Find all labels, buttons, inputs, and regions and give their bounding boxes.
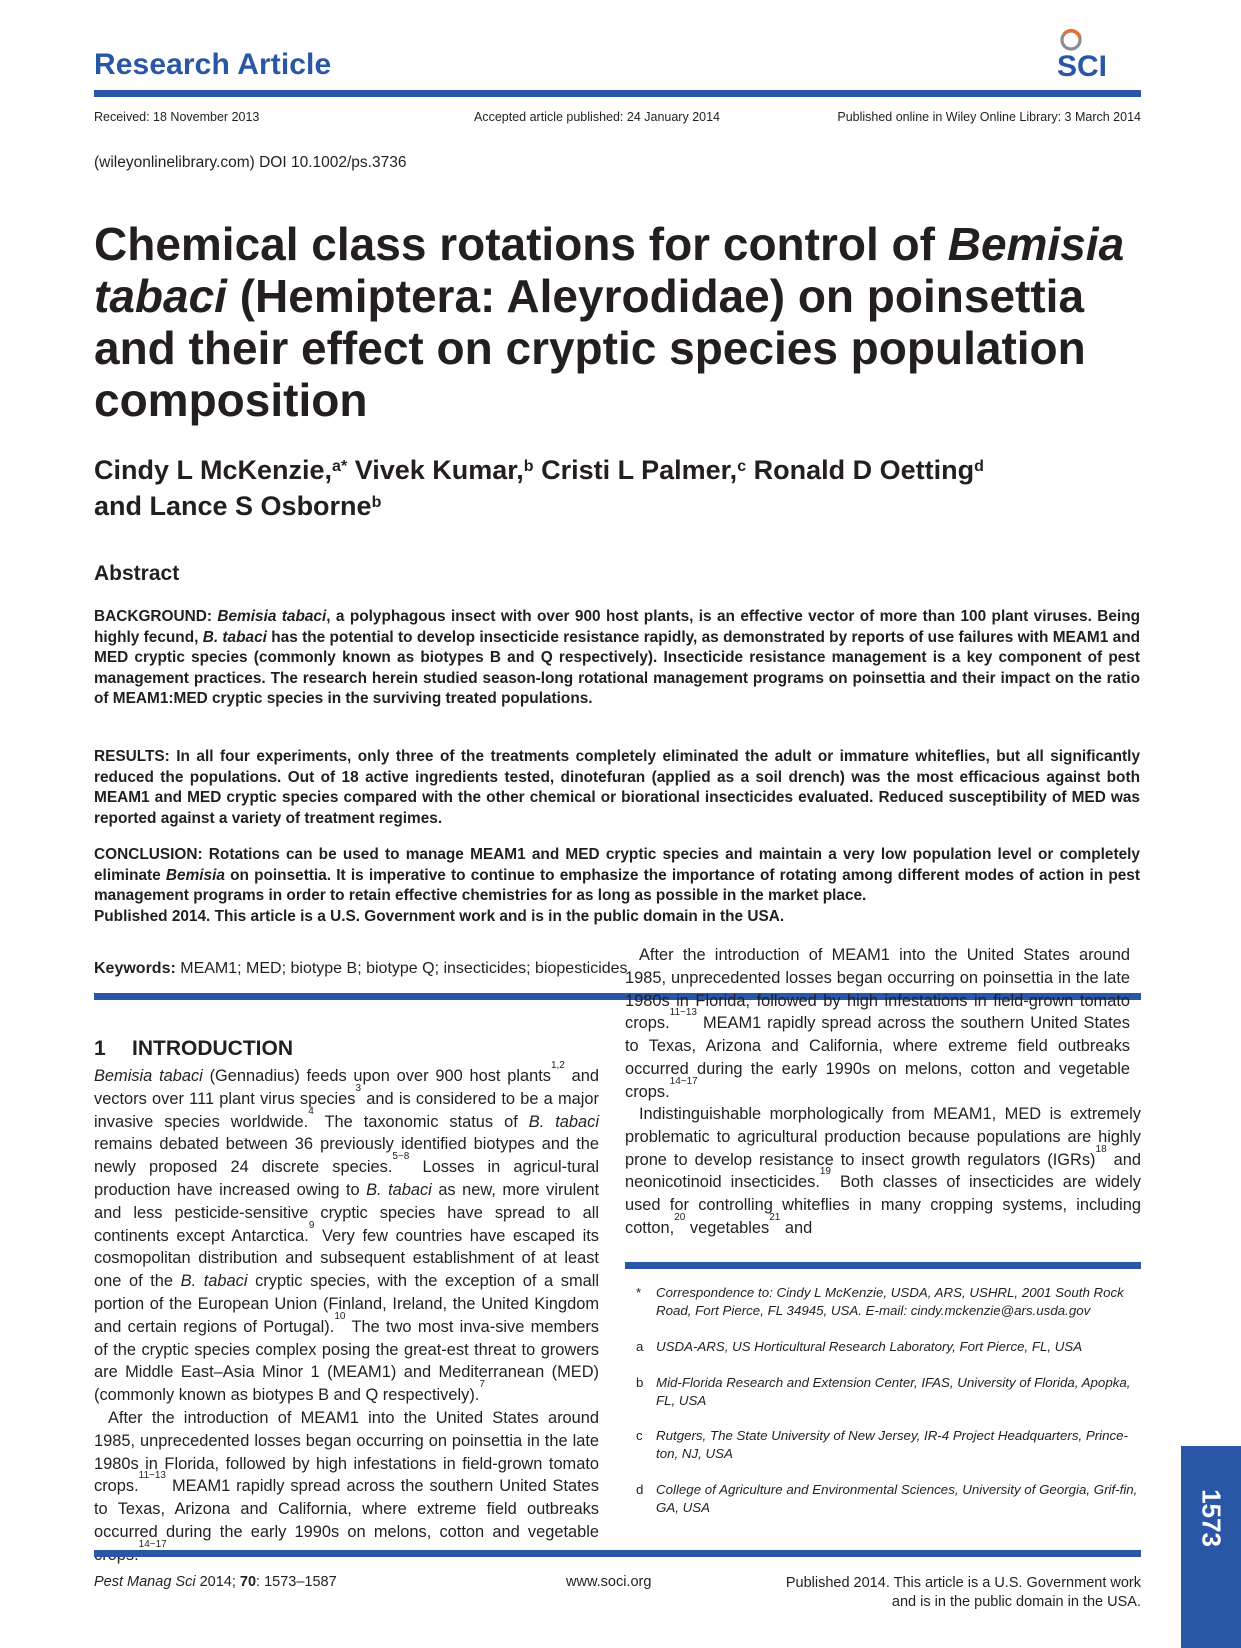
intro-right-column: [625, 946, 1141, 1240]
journal-citation: Pest Manag Sci 2014; 70: 1573–1587: [94, 1574, 337, 1590]
sci-logo: [1055, 28, 1140, 83]
abstract-background: BACKGROUND: Bemisia tabaci, a polyphagous insect with over 900 host plants, is an effective vector of more than 100 plant viruses. Being highly fecund, B. tabaci has the potential to develop insecticide resistance rapidly, as demonstrated by reports of use failures with MEAM1 and MED cryptic species (commonly known as biotypes B and Q respectively). Insecticide resistance management is a key component of pest management practices. The research herein studied season-long rotational management programs on poinsettia and their impact on the ratio of MEAM1:MED cryptic species in the surviving treated populations.: [94, 608, 1140, 707]
doi: (wileyonlinelibrary.com) DOI 10.1002/ps.3736: [94, 154, 407, 171]
page-number-tab: [1181, 1446, 1241, 1648]
affiliation-a: a USDA-ARS, US Horticultural Research Laboratory, Fort Pierce, FL, USA: [636, 1339, 1083, 1354]
footer-rule: [94, 1550, 1141, 1557]
affiliations-rule: [625, 1262, 1141, 1269]
intro-paragraph: Bemisia tabaci (Gennadius) feeds upon over 900 host plants$^{1,2}$ and vectors over 111 plant virus species$^3$ and is considered to be a major invasive species worldwide.$^4$ The taxonomic status of B. tabaci remains debated between 36 previously identified biotypes and the newly proposed 24 discrete species.$^{5-8}$ Losses in agricul-tural production have increased owing to B. tabaci as new, more virulent and less pesticide-sensitive cryptic species have spread to all continents except Antarctica.$^9$ Very few countries have escaped its cosmopolitan distribution and subsequent establishment of at least one of the B. tabaci cryptic species, with the exception of a small portion of the European Union (Finland, Ireland, the United Kingdom and certain regions of Portugal).$^{10}$ The two most inva-sive members of the cryptic species complex posing the great-est threat to growers are Middle East–Asia Minor 1 (MEAM1) and Mediterranean (MED) (commonly known as biotypes B and Q respectively).$^7$: [94, 1060, 599, 1405]
author-list: [94, 452, 1154, 524]
keywords: Keywords: MEAM1; MED; biotype B; biotype Q; insecticides; biopesticides: [94, 960, 628, 977]
author: and Lance S Osborne$^b$: [94, 491, 382, 521]
affiliation-b: b Mid-Florida Research and Extension Center, IFAS, University of Florida, Apopka, FL, USA: [636, 1375, 1131, 1408]
article-title: Chemical class rotations for control of Bemisia tabaci (Hemiptera: Aleyrodidae) on poinsettia and their effect on cryptic species population composition: [94, 218, 1125, 426]
page-number: 1573: [1196, 1489, 1227, 1547]
affiliation-d: d College of Agriculture and Environmental Sciences, University of Georgia, Grif-fin, GA, USA: [636, 1482, 1138, 1515]
author: Cristi L Palmer,$^c$: [541, 455, 747, 485]
published-date: Published online in Wiley Online Library: 3 March 2014: [837, 110, 1141, 124]
article-type: Research Article: [94, 48, 332, 81]
sci-logo-icon: [1055, 28, 1140, 83]
section-heading: 1 INTRODUCTION: [94, 1037, 293, 1060]
intro-left-column: [94, 1060, 599, 1550]
header-rule: [94, 90, 1141, 97]
abstract-results: RESULTS: In all four experiments, only three of the treatments completely eliminated the adult or immature whiteflies, but all significantly reduced the populations. Out of 18 active ingredients tested, dinotefuran (applied as a soil drench) was the most efficacious against both MEAM1 and MED cryptic species compared with the other chemical or biorational insecticides evaluated. Reduced susceptibility of MED was reported against a variety of treatment regimes.: [94, 748, 1141, 827]
logo-text: SCI: [1057, 50, 1108, 83]
intro-paragraph: Indistinguishable morphologically from MEAM1, MED is extremely problematic to agricultural production because populations are highly prone to develop resistance to insect growth regulators (IGRs)$^{18}$ and neonicotinoid insecticides.$^{19}$ Both classes of insecticides are widely used for controlling whiteflies in many cropping systems, including cotton,$^{20}$ vegetables$^{21}$ and: [625, 1105, 1141, 1237]
intro-paragraph: After the introduction of MEAM1 into the United States around 1985, unprecedented losses began occurring on poinsettia in the late 1980s in Florida, followed by high infestations in field-grown tomato crops.$^{11-13}$ MEAM1 rapidly spread across the southern United States to Texas, Arizona and California, where extreme field outbreaks occurred during the early 1990s on melons, cotton and vegetable $^{14-17}$: [94, 1408, 599, 1550]
received-date: Received: 18 November 2013: [94, 110, 260, 124]
author: Vivek Kumar,$^b$: [354, 455, 534, 485]
abstract-conclusion: CONCLUSION: Rotations can be used to manage MEAM1 and MED cryptic species and maintain a very low population level or completely eliminate Bemisia on poinsettia. It is imperative to continue to emphasize the importance of rotating among different modes of action in pest management programs in order to retain effective chemistries for as long as possible in the market place. Published 2014. This article is a U.S. Government work and is in the public domain in the USA.: [94, 846, 1140, 925]
author: Ronald D Oetting$^d$: [753, 455, 984, 485]
abstract-heading: Abstract: [94, 562, 180, 585]
affiliation-correspondence: * Correspondence to: Cindy L McKenzie, USDA, ARS, USHRL, 2001 South Rock Road, Fort Pierce, FL 34945, USA. E-mail: cindy.mckenzie@ars.usda.gov: [636, 1285, 1124, 1318]
affiliation-c: c Rutgers, The State University of New Jersey, IR-4 Project Headquarters, Prince-ton, NJ, USA: [636, 1428, 1128, 1461]
author: Cindy L McKenzie,$^{a*}$: [94, 455, 348, 485]
accepted-date: Accepted article published: 24 January 2014: [474, 110, 720, 124]
intro-paragraph-continued: After the introduction of MEAM1 into the United States around 1985, unprecedented losses began occurring on poinsettia in the late 1980s in Florida, followed by high infestations in field-grown tomato crops.$^{11-13}$ MEAM1 rapidly spread across the southern United States to Texas, Arizona and California, where extreme field outbreaks occurred during the early 1990s on melons, cotton and vegetable crops.$^{14-17}$: [625, 946, 1130, 1101]
website-link[interactable]: www.soci.org: [566, 1574, 652, 1590]
public-domain-notice: Published 2014. This article is a U.S. Government work and is in the public domain in the USA.: [785, 1575, 1141, 1610]
